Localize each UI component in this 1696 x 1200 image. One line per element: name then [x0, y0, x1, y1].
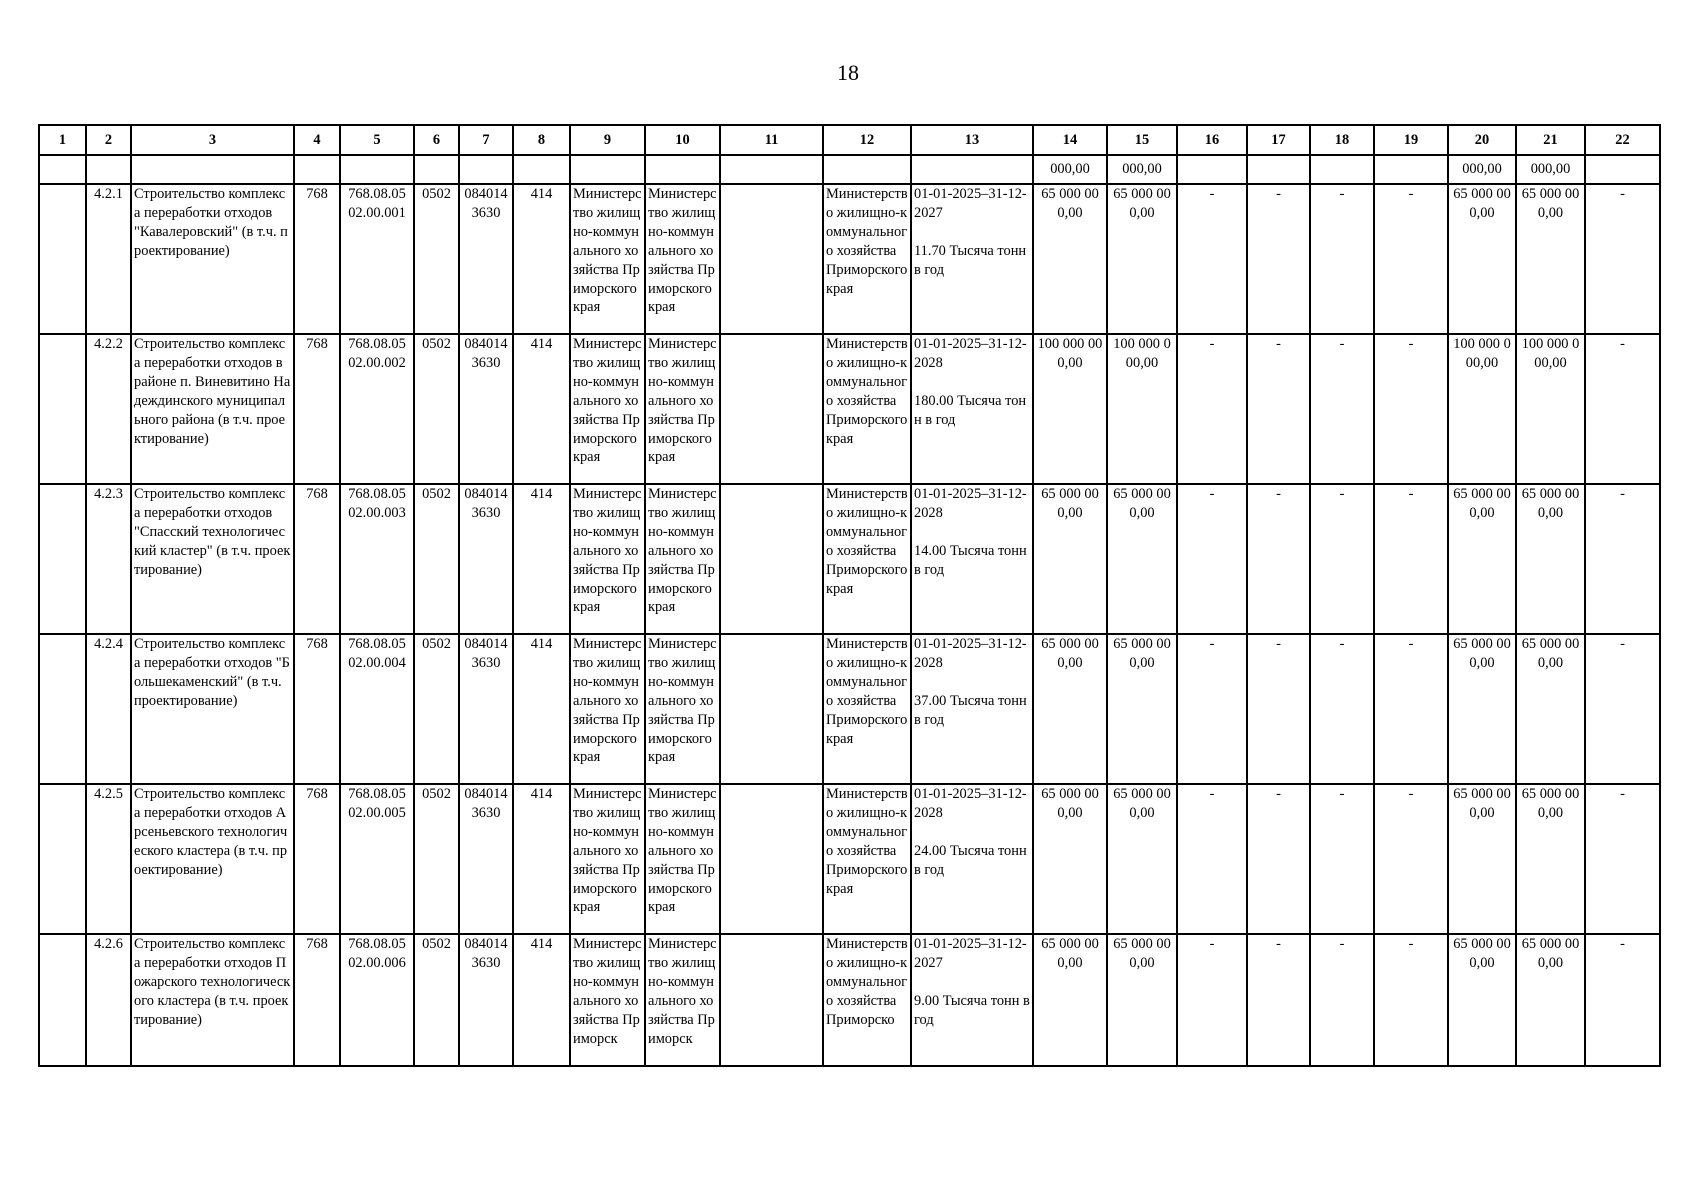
column-header-17: 17 [1247, 125, 1310, 155]
cell-c18: - [1310, 184, 1374, 334]
row-number: 4.2.6 [86, 934, 131, 1066]
cell-c8: 414 [513, 334, 570, 484]
project-name: Строительство комплекса переработки отходов Арсеньевского технологического кластера (в т.ч. проектирование) [131, 784, 294, 934]
table-cell [1310, 155, 1374, 184]
cell-c4: 768 [294, 184, 340, 334]
table-row [39, 934, 1660, 1066]
table-cell: 000,00 [1448, 155, 1516, 184]
cell-c4: 768 [294, 484, 340, 634]
budget-table [38, 124, 1661, 1067]
cell-c22: - [1585, 934, 1660, 1066]
cell-c9: Министерство жилищно-коммунального хозяйства Приморского края [570, 184, 645, 334]
cell-c15: 65 000 000,00 [1107, 184, 1177, 334]
cell-c13 [911, 784, 1033, 934]
column-header-19: 19 [1374, 125, 1448, 155]
cell-c22: - [1585, 784, 1660, 934]
row-number: 4.2.5 [86, 784, 131, 934]
table-cell [1177, 155, 1247, 184]
cell-c5: 768.08.05 02.00.002 [340, 334, 414, 484]
cell-c22: - [1585, 184, 1660, 334]
cell-c18: - [1310, 784, 1374, 934]
cell-c10: Министерство жилищно-коммунального хозяйства Приморского края [645, 784, 720, 934]
cell-c11 [720, 184, 823, 334]
cell-c20: 65 000 000,00 [1448, 484, 1516, 634]
cell-c16: - [1177, 334, 1247, 484]
header-row [39, 125, 1660, 155]
table-cell [39, 155, 86, 184]
table-cell [131, 155, 294, 184]
cell-c12: Министерство жилищно-коммунального хозяйства Приморского края [823, 484, 911, 634]
period-text: 01-01-2025–31-12-2028 [914, 786, 1027, 821]
cell-c13 [911, 334, 1033, 484]
cell-c7: 084014 3630 [459, 784, 513, 934]
table-cell: 000,00 [1033, 155, 1107, 184]
column-header-11: 11 [720, 125, 823, 155]
cell-c6: 0502 [414, 634, 459, 784]
table-cell [459, 155, 513, 184]
column-header-22: 22 [1585, 125, 1660, 155]
cell-c12: Министерство жилищно-коммунального хозяйства Приморского края [823, 784, 911, 934]
capacity-text: 14.00 Тысяча тонн в год [914, 542, 1027, 578]
cell-c21: 65 000 000,00 [1516, 184, 1585, 334]
page-number: 18 [837, 60, 859, 85]
cell-c21: 65 000 000,00 [1516, 934, 1585, 1066]
table-cell [513, 155, 570, 184]
cell-c19: - [1374, 634, 1448, 784]
column-header-1: 1 [39, 125, 86, 155]
period-text: 01-01-2025–31-12-2027 [914, 186, 1027, 221]
cell-c10: Министерство жилищно-коммунального хозяйства Приморского края [645, 484, 720, 634]
cell-c21: 100 000 000,00 [1516, 334, 1585, 484]
table-cell [720, 155, 823, 184]
cell-c5: 768.08.05 02.00.006 [340, 934, 414, 1066]
cell-c4: 768 [294, 334, 340, 484]
cell-c12: Министерство жилищно-коммунального хозяйства Приморского края [823, 334, 911, 484]
cell-c6: 0502 [414, 784, 459, 934]
cell-c8: 414 [513, 184, 570, 334]
cell-c14: 65 000 000,00 [1033, 184, 1107, 334]
cell-c7: 084014 3630 [459, 634, 513, 784]
cell-c7: 084014 3630 [459, 184, 513, 334]
cell-c8: 414 [513, 634, 570, 784]
cell-c17: - [1247, 934, 1310, 1066]
cell-c21: 65 000 000,00 [1516, 484, 1585, 634]
cell-c16: - [1177, 484, 1247, 634]
cell-c4: 768 [294, 634, 340, 784]
table-cell [911, 155, 1033, 184]
cell-c9: Министерство жилищно-коммунального хозяйства Приморского края [570, 784, 645, 934]
cell-c5: 768.08.05 02.00.001 [340, 184, 414, 334]
continuation-row [39, 155, 1660, 184]
cell-c19: - [1374, 784, 1448, 934]
cell-c15: 65 000 000,00 [1107, 634, 1177, 784]
capacity-text: 37.00 Тысяча тонн в год [914, 692, 1027, 728]
capacity-text: 11.70 Тысяча тонн в год [914, 242, 1027, 278]
cell-c13 [911, 634, 1033, 784]
cell-c20: 65 000 000,00 [1448, 934, 1516, 1066]
cell-c6: 0502 [414, 184, 459, 334]
cell-c17: - [1247, 634, 1310, 784]
cell-c16: - [1177, 934, 1247, 1066]
row-number: 4.2.2 [86, 334, 131, 484]
cell-c4: 768 [294, 934, 340, 1066]
column-header-5: 5 [340, 125, 414, 155]
table-cell: 000,00 [1516, 155, 1585, 184]
cell-c4: 768 [294, 784, 340, 934]
cell-c16: - [1177, 784, 1247, 934]
cell-c18: - [1310, 484, 1374, 634]
cell-c6: 0502 [414, 484, 459, 634]
row-number: 4.2.1 [86, 184, 131, 334]
table-row [39, 784, 1660, 934]
column-header-8: 8 [513, 125, 570, 155]
project-name: Строительство комплекса переработки отходов "Спасский технологический кластер" (в т.ч. проектирование) [131, 484, 294, 634]
cell-c13 [911, 934, 1033, 1066]
table-cell [823, 155, 911, 184]
cell-c14: 65 000 000,00 [1033, 484, 1107, 634]
project-name: Строительство комплекса переработки отходов в районе п. Виневитино Надеждинского муниципального района (в т.ч. проектирование) [131, 334, 294, 484]
table-cell [1247, 155, 1310, 184]
cell-c9: Министерство жилищно-коммунального хозяйства Приморского края [570, 334, 645, 484]
cell-c19: - [1374, 484, 1448, 634]
row-number: 4.2.3 [86, 484, 131, 634]
table-cell [39, 334, 86, 484]
period-text: 01-01-2025–31-12-2027 [914, 936, 1027, 971]
cell-c8: 414 [513, 484, 570, 634]
table-cell: 000,00 [1107, 155, 1177, 184]
capacity-text: 24.00 Тысяча тонн в год [914, 842, 1027, 878]
project-name: Строительство комплекса переработки отходов "Кавалеровский" (в т.ч. проектирование) [131, 184, 294, 334]
table-cell [1374, 155, 1448, 184]
cell-c17: - [1247, 784, 1310, 934]
cell-c16: - [1177, 634, 1247, 784]
cell-c13 [911, 484, 1033, 634]
cell-c9: Министерство жилищно-коммунального хозяйства Приморского края [570, 634, 645, 784]
cell-c12: Министерство жилищно-коммунального хозяйства Приморско [823, 934, 911, 1066]
cell-c11 [720, 634, 823, 784]
cell-c9: Министерство жилищно-коммунального хозяйства Приморск [570, 934, 645, 1066]
capacity-text: 180.00 Тысяча тонн в год [914, 392, 1027, 428]
cell-c19: - [1374, 334, 1448, 484]
cell-c14: 65 000 000,00 [1033, 634, 1107, 784]
table-cell [294, 155, 340, 184]
table-row [39, 334, 1660, 484]
column-header-10: 10 [645, 125, 720, 155]
cell-c22: - [1585, 334, 1660, 484]
column-header-16: 16 [1177, 125, 1247, 155]
column-header-18: 18 [1310, 125, 1374, 155]
cell-c5: 768.08.05 02.00.004 [340, 634, 414, 784]
column-header-14: 14 [1033, 125, 1107, 155]
column-header-2: 2 [86, 125, 131, 155]
cell-c21: 65 000 000,00 [1516, 784, 1585, 934]
cell-c8: 414 [513, 784, 570, 934]
cell-c14: 100 000 000,00 [1033, 334, 1107, 484]
table-cell [86, 155, 131, 184]
cell-c8: 414 [513, 934, 570, 1066]
cell-c21: 65 000 000,00 [1516, 634, 1585, 784]
column-header-21: 21 [1516, 125, 1585, 155]
cell-c17: - [1247, 484, 1310, 634]
column-header-7: 7 [459, 125, 513, 155]
cell-c13 [911, 184, 1033, 334]
column-header-4: 4 [294, 125, 340, 155]
cell-c18: - [1310, 634, 1374, 784]
cell-c10: Министерство жилищно-коммунального хозяйства Приморского края [645, 634, 720, 784]
column-header-13: 13 [911, 125, 1033, 155]
column-header-6: 6 [414, 125, 459, 155]
cell-c20: 65 000 000,00 [1448, 634, 1516, 784]
cell-c18: - [1310, 934, 1374, 1066]
period-text: 01-01-2025–31-12-2028 [914, 636, 1027, 671]
cell-c20: 65 000 000,00 [1448, 184, 1516, 334]
table-cell [39, 484, 86, 634]
cell-c19: - [1374, 934, 1448, 1066]
table-row [39, 634, 1660, 784]
cell-c6: 0502 [414, 934, 459, 1066]
table-cell [414, 155, 459, 184]
table-cell [39, 634, 86, 784]
table-row [39, 484, 1660, 634]
project-name: Строительство комплекса переработки отходов "Большекаменский" (в т.ч. проектирование) [131, 634, 294, 784]
cell-c20: 100 000 000,00 [1448, 334, 1516, 484]
column-header-9: 9 [570, 125, 645, 155]
table-row [39, 184, 1660, 334]
cell-c14: 65 000 000,00 [1033, 934, 1107, 1066]
project-name: Строительство комплекса переработки отходов Пожарского технологического кластера (в т.ч. проектирование) [131, 934, 294, 1066]
cell-c10: Министерство жилищно-коммунального хозяйства Приморского края [645, 334, 720, 484]
cell-c11 [720, 484, 823, 634]
cell-c17: - [1247, 184, 1310, 334]
period-text: 01-01-2025–31-12-2028 [914, 336, 1027, 371]
cell-c11 [720, 784, 823, 934]
cell-c9: Министерство жилищно-коммунального хозяйства Приморского края [570, 484, 645, 634]
table-cell [645, 155, 720, 184]
cell-c17: - [1247, 334, 1310, 484]
cell-c15: 65 000 000,00 [1107, 784, 1177, 934]
cell-c20: 65 000 000,00 [1448, 784, 1516, 934]
cell-c5: 768.08.05 02.00.005 [340, 784, 414, 934]
cell-c11 [720, 934, 823, 1066]
cell-c7: 084014 3630 [459, 484, 513, 634]
table-cell [570, 155, 645, 184]
cell-c10: Министерство жилищно-коммунального хозяйства Приморск [645, 934, 720, 1066]
cell-c6: 0502 [414, 334, 459, 484]
cell-c19: - [1374, 184, 1448, 334]
column-header-15: 15 [1107, 125, 1177, 155]
cell-c22: - [1585, 484, 1660, 634]
cell-c5: 768.08.05 02.00.003 [340, 484, 414, 634]
row-number: 4.2.4 [86, 634, 131, 784]
capacity-text: 9.00 Тысяча тонн в год [914, 992, 1030, 1028]
cell-c11 [720, 334, 823, 484]
table-cell [1585, 155, 1660, 184]
period-text: 01-01-2025–31-12-2028 [914, 486, 1027, 521]
table-cell [340, 155, 414, 184]
cell-c15: 100 000 000,00 [1107, 334, 1177, 484]
cell-c18: - [1310, 334, 1374, 484]
column-header-12: 12 [823, 125, 911, 155]
table-cell [39, 934, 86, 1066]
cell-c16: - [1177, 184, 1247, 334]
cell-c22: - [1585, 634, 1660, 784]
cell-c7: 084014 3630 [459, 934, 513, 1066]
cell-c15: 65 000 000,00 [1107, 934, 1177, 1066]
cell-c15: 65 000 000,00 [1107, 484, 1177, 634]
cell-c12: Министерство жилищно-коммунального хозяйства Приморского края [823, 634, 911, 784]
cell-c14: 65 000 000,00 [1033, 784, 1107, 934]
table-cell [39, 784, 86, 934]
column-header-3: 3 [131, 125, 294, 155]
table-cell [39, 184, 86, 334]
cell-c12: Министерство жилищно-коммунального хозяйства Приморского края [823, 184, 911, 334]
cell-c7: 084014 3630 [459, 334, 513, 484]
column-header-20: 20 [1448, 125, 1516, 155]
cell-c10: Министерство жилищно-коммунального хозяйства Приморского края [645, 184, 720, 334]
